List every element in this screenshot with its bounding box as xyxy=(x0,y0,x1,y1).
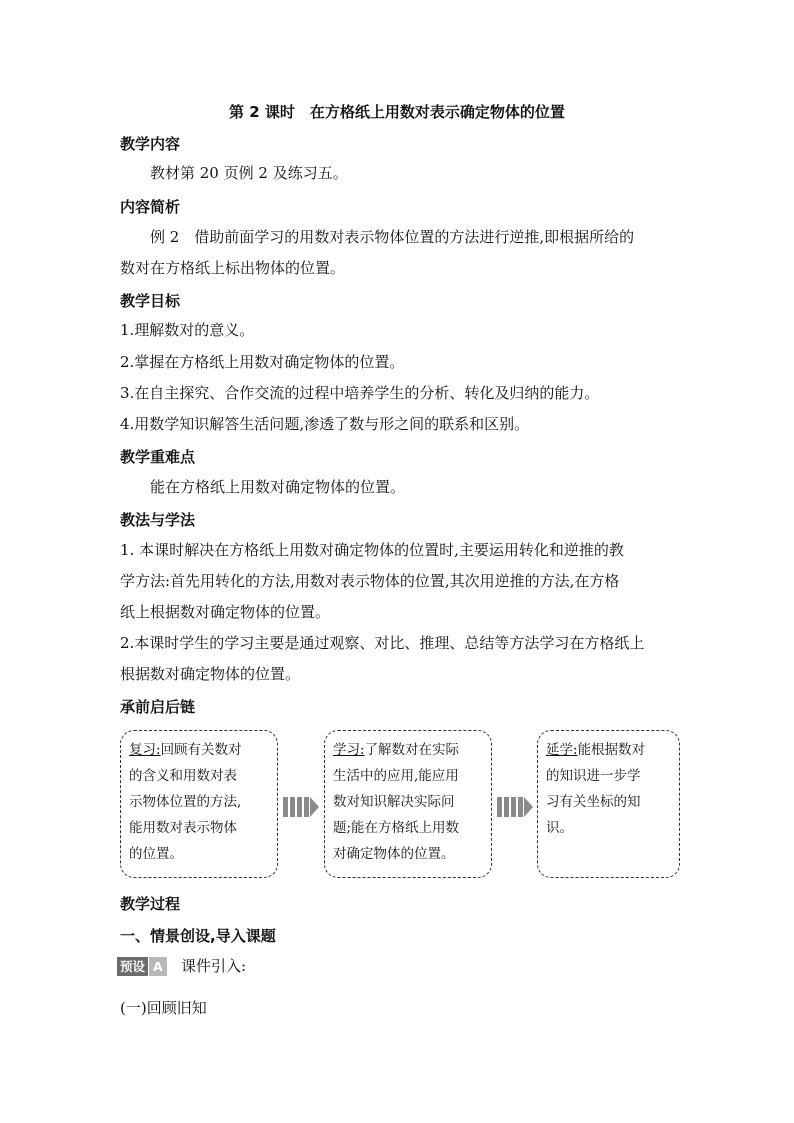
analysis-line-2: 数对在方格纸上标出物体的位置。 xyxy=(120,259,346,277)
chain-arrow-1-icon xyxy=(283,797,319,817)
goal-4: 4.用数学知识解答生活问题,渗透了数与形之间的联系和区别。 xyxy=(120,415,530,433)
review-old-knowledge: (一)回顾旧知 xyxy=(120,999,207,1017)
goal-1: 1.理解数对的意义。 xyxy=(120,321,255,339)
content-heading: 教学内容 xyxy=(120,135,181,153)
chain-review-label: 复习: xyxy=(129,742,161,758)
key-text: 能在方格纸上用数对确定物体的位置。 xyxy=(150,478,406,496)
chain-review-box xyxy=(120,730,278,878)
chain-learn-label: 学习: xyxy=(333,742,365,758)
chain-review-line-2: 的含义和用数对表 xyxy=(129,768,237,784)
chain-extend-box xyxy=(537,730,680,878)
method-1-line-3: 纸上根据数对确定物体的位置。 xyxy=(120,603,331,621)
chain-review-line-3: 示物体位置的方法, xyxy=(129,794,242,810)
chain-arrow-2-icon xyxy=(497,797,533,817)
chain-extend-label: 延学: xyxy=(546,742,578,758)
chain-learn-line-3: 数对知识解决实际问 xyxy=(333,794,455,810)
analysis-heading: 内容简析 xyxy=(120,198,181,216)
chain-learn-line-4: 题;能在方格纸上用数 xyxy=(333,820,460,836)
preset-badge xyxy=(117,957,167,976)
chain-extend-line-3: 习有关坐标的知 xyxy=(546,794,641,810)
preset-badge-main: 预设 xyxy=(117,957,148,976)
chain-learn-line-2: 生活中的应用,能应用 xyxy=(333,768,459,784)
chain-review-line-5: 的位置。 xyxy=(129,846,183,862)
goals-heading: 教学目标 xyxy=(120,292,181,310)
content-text: 教材第 20 页例 2 及练习五。 xyxy=(150,164,348,182)
chain-extend-line-2: 的知识进一步学 xyxy=(546,768,641,784)
method-2-line-1: 2.本课时学生的学习主要是通过观察、对比、推理、总结等方法学习在方格纸上 xyxy=(120,634,645,652)
process-heading: 教学过程 xyxy=(120,895,181,913)
part1-heading: 一、情景创设,导入课题 xyxy=(120,927,276,945)
lesson-title: 第 2 课时 在方格纸上用数对表示确定物体的位置 xyxy=(229,103,565,121)
goal-2: 2.掌握在方格纸上用数对确定物体的位置。 xyxy=(120,353,405,371)
method-heading: 教法与学法 xyxy=(120,511,196,529)
method-1-line-2: 学方法:首先用转化的方法,用数对表示物体的位置,其次用逆推的方法,在方格 xyxy=(120,572,620,590)
chain-heading: 承前启后链 xyxy=(120,698,196,716)
chain-extend-line-1: 延学:能根据数对 xyxy=(546,742,646,758)
goal-3: 3.在自主探究、合作交流的过程中培养学生的分析、转化及归纳的能力。 xyxy=(120,384,600,402)
analysis-line-1: 例 2 借助前面学习的用数对表示物体位置的方法进行逆推,即根据所给的 xyxy=(150,228,635,246)
chain-learn-line-1: 学习:了解数对在实际 xyxy=(333,742,460,758)
method-1-line-1: 1. 本课时解决在方格纸上用数对确定物体的位置时,主要运用转化和逆推的教 xyxy=(120,541,624,559)
chain-learn-box xyxy=(324,730,492,878)
chain-review-line-4: 能用数对表示物体 xyxy=(129,820,237,836)
chain-review-line-1: 复习:回顾有关数对 xyxy=(129,742,242,758)
key-heading: 教学重难点 xyxy=(120,448,196,466)
chain-extend-line-4: 识。 xyxy=(546,820,573,836)
method-2-line-2: 根据数对确定物体的位置。 xyxy=(120,665,301,683)
chain-learn-line-5: 对确定物体的位置。 xyxy=(333,846,455,862)
preset-badge-letter: A xyxy=(149,957,167,976)
badge-text: 课件引入: xyxy=(181,957,247,975)
